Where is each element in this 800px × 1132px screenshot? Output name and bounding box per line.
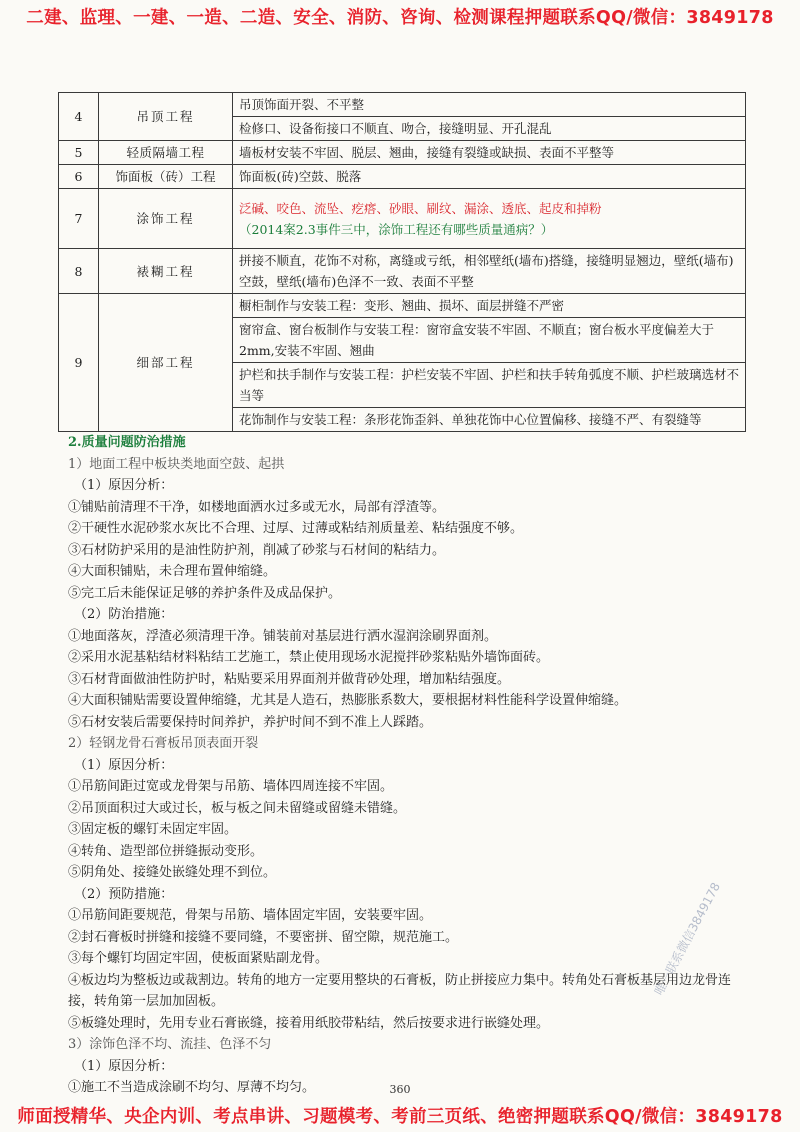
project-name: 裱糊工程 [99, 249, 233, 294]
project-name: 饰面板（砖）工程 [99, 165, 233, 189]
list-item: ④大面积铺贴，未合理布置伸缩缝。 [68, 564, 277, 579]
list-item: ③每个螺钉均固定牢固，使板面紧贴副龙骨。 [68, 951, 329, 966]
table-row [59, 189, 746, 249]
page-number: 360 [389, 1083, 411, 1096]
issue-description: 墙板材安装不牢固、脱层、翘曲，接缝有裂缝或缺损、表面不平整等 [233, 141, 746, 165]
row-number: 8 [59, 249, 99, 294]
subsection-title: 2）轻钢龙骨石膏板吊顶表面开裂 [68, 736, 259, 751]
subsection-title: 3）涂饰色泽不均、流挂、色泽不匀 [68, 1037, 272, 1052]
watermark: 唯一联系微信3849178 [651, 880, 724, 998]
list-item: ⑤板缝处理时，先用专业石膏嵌缝，接着用纸胶带粘结，然后按要求进行嵌缝处理。 [68, 1015, 550, 1031]
list-item: ①吊筋间距要规范，骨架与吊筋、墙体固定牢固，安装要牢固。 [68, 908, 433, 923]
body-text [68, 432, 748, 1099]
project-name: 轻质隔墙工程 [99, 141, 233, 165]
table-row [59, 165, 746, 189]
top-banner: 二建、监理、一建、一造、二造、安全、消防、咨询、检测课程押题联系QQ/微信：3849178 [26, 8, 774, 28]
section-heading: 2.质量问题防治措施 [68, 435, 186, 450]
list-item: ③石材防护采用的是油性防护剂，削减了砂浆与石材间的粘结力。 [68, 542, 446, 558]
list-item: ①施工不当造成涂刷不均匀、厚薄不均匀。 [68, 1080, 316, 1095]
issue-description: 吊顶饰面开裂、不平整 [233, 93, 746, 117]
row-number: 5 [59, 141, 99, 165]
list-item: ②吊顶面积过大或过长，板与板之间未留缝或留缝未错缝。 [68, 800, 407, 816]
issue-description: 窗帘盒、窗台板制作与安装工程：窗帘盒安装不牢固、不顺直；窗台板水平度偏差大于2mm,安装不牢固、翘曲 [233, 318, 746, 363]
row-number: 7 [59, 189, 99, 249]
list-item: ④大面积铺贴需要设置伸缩缝，尤其是人造石，热膨胀系数大，要根据材料性能科学设置伸缩缝。 [68, 693, 628, 708]
list-item: ①吊筋间距过宽或龙骨架与吊筋、墙体四周连接不牢固。 [68, 779, 394, 794]
subsection-title: 1）地面工程中板块类地面空鼓、起拱 [68, 456, 285, 472]
cause-title: （1）原因分析： [74, 478, 174, 493]
issue-description: 检修口、设备衔接口不顺直、吻合，接缝明显、开孔混乱 [233, 117, 746, 141]
project-name: 涂饰工程 [99, 189, 233, 249]
list-item: ③固定板的螺钉未固定牢固。 [68, 822, 238, 837]
table-row [59, 93, 746, 117]
issue-description: 饰面板(砖)空鼓、脱落 [233, 165, 746, 189]
row-number: 9 [59, 294, 99, 432]
project-name: 细部工程 [99, 294, 233, 432]
row-number: 6 [59, 165, 99, 189]
list-item: ③石材背面做油性防护时，粘贴要采用界面剂并做背砂处理，增加粘结强度。 [68, 671, 511, 687]
issue-description: 橱柜制作与安装工程：变形、翘曲、损坏、面层拼缝不严密 [233, 294, 746, 318]
list-item: ①铺贴前清理不干净，如楼地面洒水过多或无水，局部有浮渣等。 [68, 499, 446, 515]
list-item: ⑤阴角处、接缝处嵌缝处理不到位。 [68, 865, 277, 880]
table-row [59, 294, 746, 318]
issue-description: 护栏和扶手制作与安装工程：护栏安装不牢固、护栏和扶手转角弧度不顺、护栏玻璃选材不当等 [233, 363, 746, 408]
coating-defects-text: 泛碱、咬色、流坠、疙瘩、砂眼、刷纹、漏涂、透底、起皮和掉粉 [239, 200, 602, 216]
cause-title: （1）原因分析： [74, 1058, 174, 1074]
list-item: ②封石膏板时拼缝和接缝不要同缝，不要密拼、留空隙，规范施工。 [68, 929, 459, 945]
list-item: ②采用水泥基粘结材料粘结工艺施工，禁止使用现场水泥搅拌砂浆粘贴外墙饰面砖。 [68, 650, 550, 665]
exam-reference-note: （2014案2.3事件三中，涂饰工程还有哪些质量通病？） [239, 221, 554, 237]
measure-title: （2）防治措施： [74, 607, 174, 622]
list-item: ②干硬性水泥砂浆水灰比不合理、过厚、过薄或粘结剂质量差、粘结强度不够。 [68, 521, 524, 536]
issue-description: 拼接不顺直，花饰不对称，离缝或亏纸，相邻壁纸(墙布)搭缝，接缝明显翘边，壁纸(墙布)空鼓，壁纸(墙布)色泽不一致、表面不平整 [233, 249, 746, 294]
table-row [59, 141, 746, 165]
quality-issues-table [58, 92, 746, 432]
list-item: ⑤完工后未能保证足够的养护条件及成品保护。 [68, 585, 342, 601]
issue-description: 花饰制作与安装工程：条形花饰歪斜、单独花饰中心位置偏移、接缝不严、有裂缝等 [233, 408, 746, 432]
bottom-banner: 师面授精华、央企内训、考点串讲、习题模考、考前三页纸、绝密押题联系QQ/微信：3849178 [17, 1107, 783, 1127]
row-number: 4 [59, 93, 99, 141]
issue-description [233, 189, 746, 249]
list-item: ④转角、造型部位拼缝振动变形。 [68, 843, 264, 859]
measure-title: （2）预防措施： [74, 886, 174, 902]
project-name: 吊顶工程 [99, 93, 233, 141]
table-row [59, 249, 746, 294]
list-item: ①地面落灰，浮渣必须清理干净。铺装前对基层进行洒水湿润涂刷界面剂。 [68, 628, 498, 644]
list-item: ⑤石材安装后需要保持时间养护，养护时间不到不准上人踩踏。 [68, 714, 433, 730]
cause-title: （1）原因分析： [74, 757, 174, 773]
list-item: ④板边均为整板边或裁割边。转角的地方一定要用整块的石膏板，防止拼接应力集中。转角处石膏板基层用边龙骨连接，转角第一层加加固板。 [68, 972, 732, 1009]
